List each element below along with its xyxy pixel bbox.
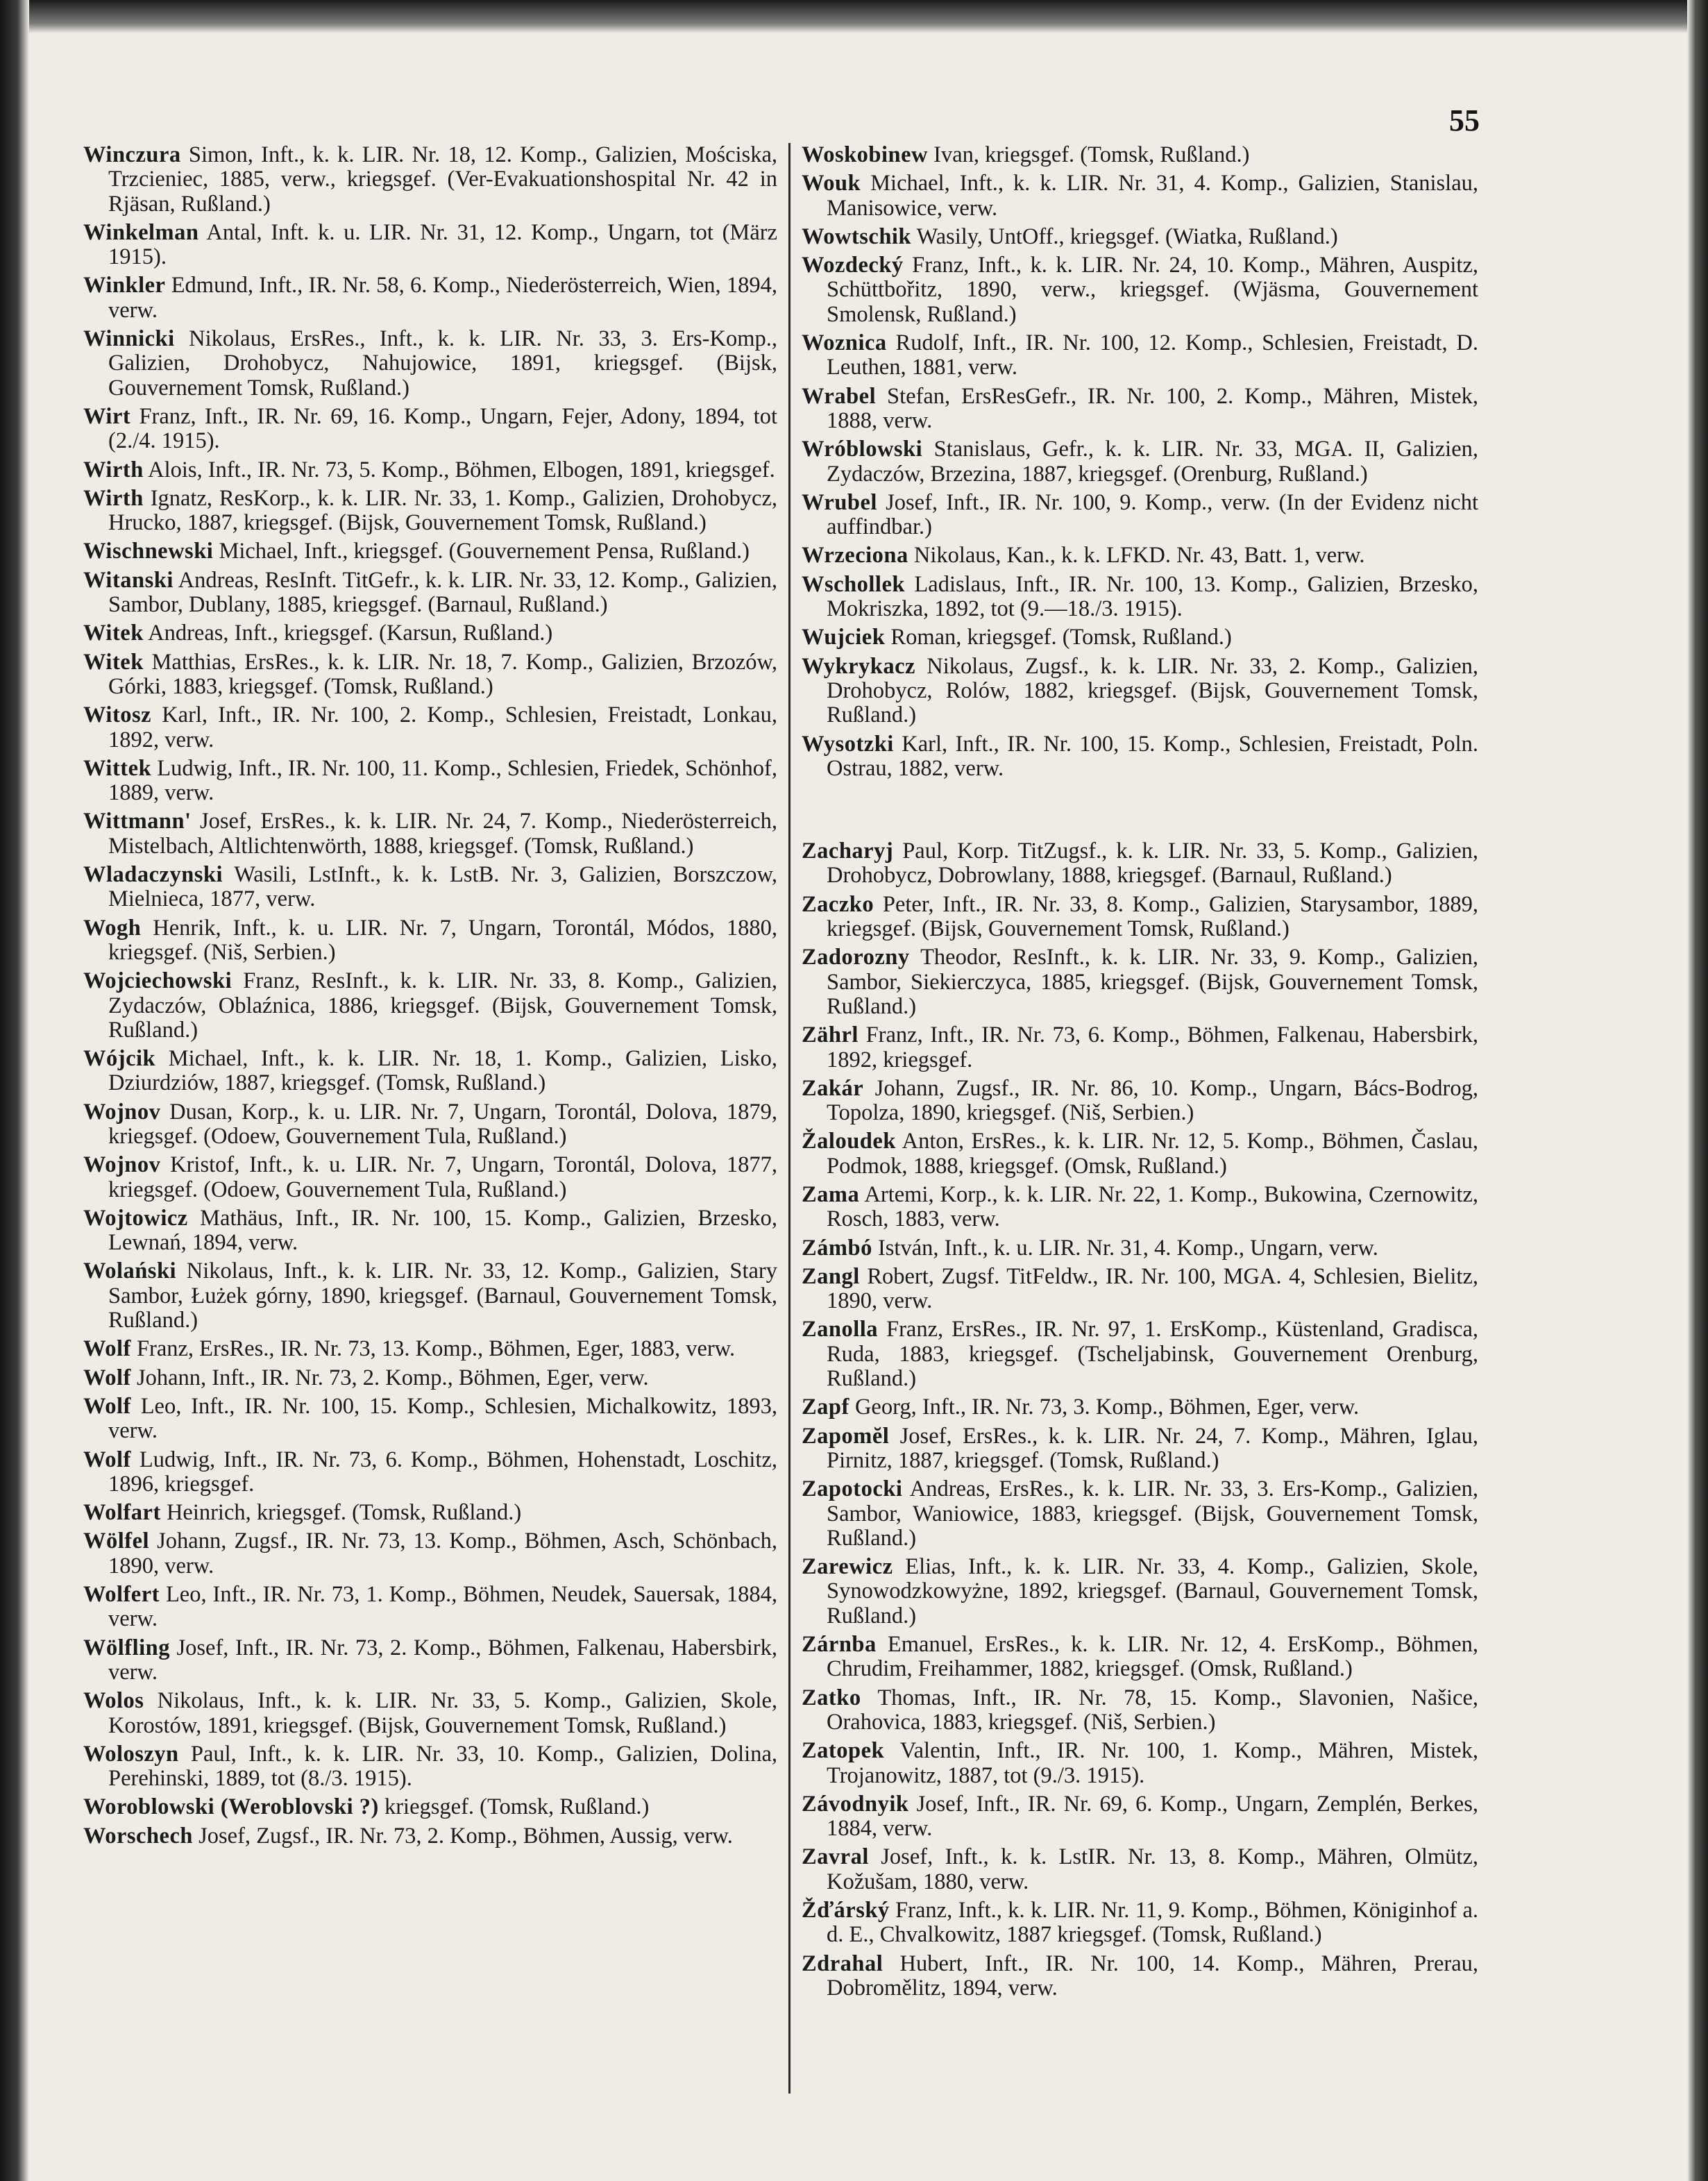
- entry-details: Hubert, Inft., IR. Nr. 100, 14. Komp., Mähren, Prerau, Dobromělitz, 1894, verw.: [827, 1951, 1478, 2001]
- list-entry: [802, 945, 1478, 1019]
- entry-surname: Winczura: [83, 142, 181, 167]
- entry-surname: Woznica: [802, 330, 887, 356]
- list-entry: [83, 703, 777, 752]
- entry-details: Georg, Inft., IR. Nr. 73, 3. Komp., Böhmen, Eger, verw.: [854, 1395, 1360, 1420]
- entry-details: Johann, Zugsf., IR. Nr. 86, 10. Komp., Ungarn, Bács-Bodrog, Topolza, 1890, kriegsgef. (Niš, Serbien.): [827, 1075, 1478, 1126]
- list-entry: [802, 839, 1478, 889]
- list-entry: [83, 757, 777, 806]
- entry-surname: Zatko: [802, 1685, 861, 1710]
- list-entry: [83, 1448, 777, 1497]
- entry-details: Nikolaus, Inft., k. k. LIR. Nr. 33, 5. Komp., Galizien, Skole, Korostów, 1891, kriegsgef. (Bijsk, Gouvernement Tomsk, Rußland.): [108, 1688, 777, 1738]
- entry-surname: Witek: [83, 621, 144, 646]
- entry-surname: Wolf: [83, 1365, 131, 1390]
- list-entry: [83, 1047, 777, 1096]
- list-entry: [802, 437, 1478, 487]
- entry-details: Heinrich, kriegsgef. (Tomsk, Rußland.): [166, 1500, 522, 1526]
- list-entry: [83, 916, 777, 966]
- entry-surname: Závodnyik: [802, 1791, 909, 1817]
- entry-surname: Wladaczynski: [83, 862, 223, 888]
- entry-surname: Zdrahal: [802, 1951, 883, 1976]
- entry-surname: Wujciek: [802, 625, 886, 650]
- entry-details: Karl, Inft., IR. Nr. 100, 15. Komp., Schlesien, Freistadt, Poln. Ostrau, 1882, verw.: [827, 731, 1478, 781]
- entry-details: Rudolf, Inft., IR. Nr. 100, 12. Komp., Schlesien, Freistadt, D. Leuthen, 1881, verw.: [827, 330, 1479, 380]
- entry-surname: Zacharyj: [802, 839, 894, 864]
- entry-details: Simon, Inft., k. k. LIR. Nr. 18, 12. Komp., Galizien, Mościska, Trzcieniec, 1885, verw., kriegsgef. (Ver-Evakuationshospital Nr. 42 in Rjäsan, Rußland.): [108, 142, 777, 217]
- list-entry: [83, 569, 777, 618]
- entry-surname: Wolf: [83, 1393, 131, 1419]
- list-entry: [83, 405, 777, 454]
- scan-border-top: [0, 0, 1708, 33]
- entry-details: Michael, Inft., k. k. LIR. Nr. 31, 4. Komp., Galizien, Stanislau, Manisowice, verw.: [827, 171, 1478, 221]
- entry-surname: Wolfert: [83, 1582, 160, 1608]
- entry-surname: Zavral: [802, 1844, 869, 1870]
- entry-details: Nikolaus, Inft., k. k. LIR. Nr. 33, 12. Komp., Galizien, Stary Sambor, Łużek górny, 1890, kriegsgef. (Barnaul, Gouvernement Tomsk, Rußland.): [108, 1258, 777, 1333]
- entry-details: Wasily, UntOff., kriegsgef. (Wiatka, Rußland.): [916, 224, 1338, 249]
- entry-details: Ludwig, Inft., IR. Nr. 100, 11. Komp., Schlesien, Friedek, Schönhof, 1889, verw.: [108, 755, 777, 806]
- entry-details: Stefan, ErsResGefr., IR. Nr. 100, 2. Komp., Mähren, Mistek, 1888, verw.: [827, 383, 1479, 433]
- entry-surname: Wolfart: [83, 1500, 161, 1526]
- list-entry: [802, 893, 1478, 942]
- entry-surname: Woskobinew: [802, 142, 929, 167]
- entry-details: Peter, Inft., IR. Nr. 33, 8. Komp., Galizien, Starysambor, 1889, kriegsgef. (Bijsk, Gouvernement Tomsk, Rußland.): [827, 891, 1478, 942]
- list-entry: [802, 171, 1478, 221]
- entry-details: Ivan, kriegsgef. (Tomsk, Rußland.): [933, 142, 1250, 167]
- list-entry: [83, 273, 777, 323]
- list-entry: [802, 1265, 1478, 1314]
- list-entry: [802, 544, 1478, 568]
- entry-details: Matthias, ErsRes., k. k. LIR. Nr. 18, 7. Komp., Galizien, Brzozów, Górki, 1883, kriegsgef. (Tomsk, Rußland.): [108, 649, 777, 699]
- list-entry: [802, 143, 1478, 167]
- entry-details: Johann, Inft., IR. Nr. 73, 2. Komp., Böhmen, Eger, verw.: [136, 1365, 649, 1390]
- list-entry: [83, 1337, 777, 1361]
- entry-details: Josef, Zugsf., IR. Nr. 73, 2. Komp., Böhmen, Aussig, verw.: [198, 1823, 733, 1849]
- entry-surname: Wowtschik: [802, 224, 912, 249]
- entry-surname: Wysotzki: [802, 731, 894, 757]
- list-entry: [83, 863, 777, 912]
- list-entry: [83, 1395, 777, 1444]
- entry-details: Nikolaus, Zugsf., k. k. LIR. Nr. 33, 2. Komp., Galizien, Drohobycz, Rolów, 1882, kriegsgef. (Bijsk, Gouvernement Tomsk, Rußland.): [827, 653, 1478, 728]
- list-entry: [83, 621, 777, 646]
- entry-surname: Winkler: [83, 273, 166, 298]
- entry-details: Josef, ErsRes., k. k. LIR. Nr. 24, 7. Komp., Niederösterreich, Mistelbach, Altlichtenwörth, 1888, kriegsgef. (Tomsk, Rußland.): [108, 809, 777, 859]
- list-entry: [802, 491, 1478, 540]
- entry-details: Michael, Inft., kriegsgef. (Gouvernement Pensa, Rußland.): [219, 539, 750, 564]
- entry-surname: Wrubel: [802, 489, 877, 515]
- entry-details: Franz, Inft., IR. Nr. 73, 6. Komp., Böhmen, Falkenau, Habersbirk, 1892, kriegsgef.: [827, 1022, 1479, 1072]
- entry-details: Antal, Inft. k. u. LIR. Nr. 31, 12. Komp., Ungarn, tot (März 1915).: [108, 219, 777, 270]
- entry-surname: Wróblowski: [802, 437, 923, 462]
- entry-details: Anton, ErsRes., k. k. LIR. Nr. 12, 5. Komp., Böhmen, Časlau, Podmok, 1888, kriegsgef. (Omsk, Rußland.): [827, 1129, 1478, 1179]
- entry-details: Josef, Inft., IR. Nr. 69, 6. Komp., Ungarn, Zemplén, Berkes, 1884, verw.: [827, 1791, 1479, 1842]
- entry-details: Franz, ErsRes., IR. Nr. 73, 13. Komp., Böhmen, Eger, 1883, verw.: [136, 1336, 736, 1362]
- list-entry: [802, 1739, 1478, 1788]
- list-entry: [802, 253, 1478, 327]
- entry-details: Michael, Inft., k. k. LIR. Nr. 18, 1. Komp., Galizien, Lisko, Dziurdziów, 1887, kriegsgef. (Tomsk, Rußland.): [108, 1046, 777, 1096]
- entry-surname: Wogh: [83, 915, 142, 941]
- list-entry: [83, 539, 777, 564]
- entry-details: Theodor, ResInft., k. k. LIR. Nr. 33, 9. Komp., Galizien, Sambor, Siekierczyca, 1885, kriegsgef. (Bijsk, Gouvernement Tomsk, Rußland.): [827, 945, 1478, 1019]
- list-entry: [83, 969, 777, 1043]
- entry-surname: Wojnov: [83, 1152, 161, 1178]
- entry-details: Thomas, Inft., IR. Nr. 78, 15. Komp., Slavonien, Našice, Orahovica, 1883, kriegsgef. (Niš, Serbien.): [827, 1685, 1478, 1735]
- list-entry: [83, 1153, 777, 1202]
- column-divider: [788, 143, 790, 2094]
- list-entry: [802, 1686, 1478, 1735]
- entry-surname: Zapomĕl: [802, 1423, 890, 1449]
- entry-surname: Wirt: [83, 403, 131, 429]
- entry-details: Paul, Korp. TitZugsf., k. k. LIR. Nr. 33, 5. Komp., Galizien, Drohobycz, Dobrowlany, 1888, kriegsgef. (Barnaul, Rußland.): [827, 839, 1478, 889]
- list-entry: [83, 1259, 777, 1333]
- entry-details: Dusan, Korp., k. u. LIR. Nr. 7, Ungarn, Torontál, Dolova, 1879, kriegsgef. (Odoew, Gouvernement Tula, Rußland.): [108, 1099, 778, 1149]
- list-entry: [83, 1824, 777, 1849]
- entry-surname: Zarewicz: [802, 1554, 893, 1580]
- entry-surname: Zapf: [802, 1395, 849, 1420]
- right-column: [802, 143, 1478, 2005]
- entry-surname: Wittmann': [83, 809, 192, 834]
- entry-surname: Zaczko: [802, 891, 874, 917]
- entry-details: István, Inft., k. u. LIR. Nr. 31, 4. Komp., Ungarn, verw.: [877, 1235, 1378, 1261]
- entry-surname: Wojciechowski: [83, 968, 232, 994]
- list-entry: [802, 1395, 1478, 1420]
- entry-details: Franz, ResInft., k. k. LIR. Nr. 33, 8. Komp., Galizien, Zydaczów, Oblaźnica, 1886, kriegsgef. (Bijsk, Gouvernement Tomsk, Rußland.): [108, 968, 777, 1043]
- entry-details: Andreas, ResInft. TitGefr., k. k. LIR. Nr. 33, 12. Komp., Galizien, Sambor, Dublany, 1885, kriegsgef. (Barnaul, Rußland.): [108, 567, 777, 618]
- entry-surname: Wittek: [83, 755, 152, 781]
- right-column-w-section: [802, 143, 1478, 781]
- entry-surname: Zadorozny: [802, 945, 910, 970]
- entry-details: Josef, Inft., IR. Nr. 73, 2. Komp., Böhmen, Falkenau, Habersbirk, verw.: [108, 1635, 778, 1685]
- entry-surname: Worschech: [83, 1823, 193, 1849]
- entry-surname: Zapotocki: [802, 1476, 903, 1502]
- entry-details: Elias, Inft., k. k. LIR. Nr. 33, 4. Komp., Galizien, Skole, Synowodzkowyżne, 1892, kriegsgef. (Barnaul, Gouvernement Tomsk, Rußland.): [827, 1554, 1478, 1628]
- entry-details: Ladislaus, Inft., IR. Nr. 100, 13. Komp., Galizien, Brzesko, Mokriszka, 1892, tot (9.—18./3. 1915).: [827, 571, 1478, 622]
- list-entry: [83, 1501, 777, 1525]
- entry-surname: Witanski: [83, 567, 174, 593]
- entry-surname: Wolański: [83, 1258, 177, 1284]
- entry-details: Andreas, ErsRes., k. k. LIR. Nr. 33, 3. Ers-Komp., Galizien, Sambor, Waniowice, 1883, kriegsgef. (Bijsk, Gouvernement Tomsk, Rußland.): [827, 1476, 1478, 1551]
- entry-details: Wasili, LstInft., k. k. LstB. Nr. 3, Galizien, Borszczow, Mielnieca, 1877, verw.: [108, 862, 777, 912]
- entry-details: Josef, ErsRes., k. k. LIR. Nr. 24, 7. Komp., Mähren, Iglau, Pirnitz, 1887, kriegsgef. (Tomsk, Rußland.): [827, 1423, 1478, 1473]
- entry-details: Leo, Inft., IR. Nr. 100, 15. Komp., Schlesien, Michalkowitz, 1893, verw.: [108, 1393, 777, 1444]
- entry-surname: Wirth: [83, 457, 144, 482]
- entry-surname: Winnicki: [83, 326, 175, 352]
- list-entry: [802, 1633, 1478, 1682]
- list-entry: [83, 1636, 777, 1685]
- list-entry: [802, 385, 1478, 434]
- entry-surname: Wykrykacz: [802, 653, 915, 679]
- list-entry: [83, 1366, 777, 1390]
- list-entry: [83, 1529, 777, 1578]
- list-entry: [802, 1952, 1478, 2001]
- entry-details: Josef, Inft., IR. Nr. 100, 9. Komp., verw. (In der Evidenz nicht auffindbar.): [827, 489, 1479, 540]
- list-entry: [83, 487, 777, 536]
- entry-details: Emanuel, ErsRes., k. k. LIR. Nr. 12, 4. ErsKomp., Böhmen, Chrudim, Freihammer, 1882, kriegsgef. (Omsk, Rußland.): [827, 1632, 1478, 1682]
- entry-details: Franz, ErsRes., IR. Nr. 97, 1. ErsKomp., Küstenland, Gradisca, Ruda, 1883, kriegsgef. (Tscheljabinsk, Gouvernement Orenburg, Rußland.): [827, 1317, 1479, 1392]
- list-entry: [802, 1898, 1478, 1948]
- list-entry: [802, 1424, 1478, 1474]
- list-entry: [802, 625, 1478, 650]
- right-column-z-section: [802, 839, 1478, 2001]
- list-entry: [83, 1583, 777, 1632]
- list-entry: [802, 1077, 1478, 1126]
- scan-border-right: [1687, 0, 1708, 2181]
- entry-surname: Wojtowicz: [83, 1205, 188, 1231]
- entry-details: Franz, Inft., IR. Nr. 69, 16. Komp., Ungarn, Fejer, Adony, 1894, tot (2./4. 1915).: [108, 403, 777, 454]
- scan-border-left: [0, 0, 29, 2181]
- entry-surname: Wölfel: [83, 1529, 150, 1554]
- entry-details: Nikolaus, Kan., k. k. LFKD. Nr. 43, Batt. 1, verw.: [913, 543, 1365, 569]
- entry-details: Henrik, Inft., k. u. LIR. Nr. 7, Ungarn, Torontál, Módos, 1880, kriegsgef. (Niš, Serbien.): [108, 915, 778, 965]
- entry-surname: Wozdecký: [802, 253, 904, 278]
- list-entry: [83, 221, 777, 270]
- entry-details: Nikolaus, ErsRes., Inft., k. k. LIR. Nr. 33, 3. Ers-Komp., Galizien, Drohobycz, Nahujowice, 1891, kriegsgef. (Bijsk, Gouvernement Tomsk, Rußland.): [108, 326, 778, 401]
- entry-surname: Wschollek: [802, 571, 905, 597]
- entry-details: Karl, Inft., IR. Nr. 100, 2. Komp., Schlesien, Freistadt, Lonkau, 1892, verw.: [108, 702, 777, 752]
- page-number: 55: [1449, 103, 1480, 137]
- entry-details: Andreas, Inft., kriegsgef. (Karsun, Rußland.): [148, 621, 553, 646]
- list-entry: [802, 573, 1478, 622]
- section-gap: [802, 785, 1478, 839]
- entry-surname: Witosz: [83, 702, 152, 728]
- list-entry: [83, 809, 777, 859]
- list-entry: [802, 1792, 1478, 1842]
- list-entry: [802, 1317, 1478, 1391]
- list-entry: [83, 1742, 777, 1792]
- list-entry: [83, 1689, 777, 1738]
- entry-details: Artemi, Korp., k. k. LIR. Nr. 22, 1. Komp., Bukowina, Czernowitz, Rosch, 1883, verw.: [827, 1181, 1479, 1232]
- left-column: [83, 143, 777, 1853]
- entry-details: Franz, Inft., k. k. LIR. Nr. 24, 10. Komp., Mähren, Auspitz, Schüttbořitz, 1890, verw., kriegsgef. (Wjäsma, Gouvernement Smolensk, Rußland.): [827, 253, 1478, 327]
- entry-details: Leo, Inft., IR. Nr. 73, 1. Komp., Böhmen, Neudek, Sauersak, 1884, verw.: [108, 1582, 777, 1632]
- entry-surname: Wójcik: [83, 1046, 156, 1072]
- entry-surname: Witek: [83, 649, 144, 675]
- entry-surname: Wolf: [83, 1336, 131, 1362]
- list-entry: [802, 1477, 1478, 1551]
- entry-details: Stanislaus, Gefr., k. k. LIR. Nr. 33, MGA. II, Galizien, Zydaczów, Brzezina, 1887, kriegsgef. (Orenburg, Rußland.): [827, 437, 1478, 487]
- entry-details: kriegsgef. (Tomsk, Rußland.): [384, 1794, 650, 1820]
- entry-surname: Zakár: [802, 1075, 864, 1101]
- list-entry: [83, 650, 777, 700]
- entry-surname: Winkelman: [83, 219, 199, 245]
- entry-details: Ludwig, Inft., IR. Nr. 73, 6. Komp., Böhmen, Hohenstadt, Loschitz, 1896, kriegsgef.: [108, 1447, 777, 1497]
- entry-surname: Wrabel: [802, 383, 877, 409]
- entry-surname: Zárnba: [802, 1632, 877, 1658]
- list-entry: [802, 732, 1478, 782]
- entry-surname: Zangl: [802, 1263, 860, 1289]
- entry-surname: Wrzeciona: [802, 543, 908, 569]
- entry-details: Alois, Inft., IR. Nr. 73, 5. Komp., Böhmen, Elbogen, 1891, kriegsgef.: [148, 457, 775, 482]
- entry-details: Kristof, Inft., k. u. LIR. Nr. 7, Ungarn, Torontál, Dolova, 1877, kriegsgef. (Odoew, Gouvernement Tula, Rußland.): [108, 1152, 778, 1202]
- entry-surname: Wirth: [83, 485, 144, 511]
- entry-surname: Wischnewski: [83, 539, 214, 564]
- list-entry: [83, 1206, 777, 1256]
- entry-surname: Zama: [802, 1181, 860, 1207]
- entry-surname: Zährl: [802, 1022, 859, 1048]
- entry-surname: Wolf: [83, 1447, 131, 1472]
- entry-details: Johann, Zugsf., IR. Nr. 73, 13. Komp., Böhmen, Asch, Schönbach, 1890, verw.: [108, 1529, 777, 1578]
- list-entry: [802, 1023, 1478, 1072]
- list-entry: [83, 458, 777, 482]
- entry-surname: Wouk: [802, 171, 861, 196]
- list-entry: [83, 1100, 777, 1150]
- entry-details: Josef, Inft., k. k. LstIR. Nr. 13, 8. Komp., Mähren, Olmütz, Kožušam, 1880, verw.: [827, 1844, 1479, 1894]
- entry-surname: Wolos: [83, 1688, 144, 1714]
- list-entry: [802, 655, 1478, 728]
- entry-surname: Wölfling: [83, 1635, 170, 1660]
- entry-surname: Woroblowski (Weroblovski ?): [83, 1794, 379, 1820]
- list-entry: [802, 1183, 1478, 1232]
- list-entry: [802, 331, 1478, 380]
- entry-details: Ignatz, ResKorp., k. k. LIR. Nr. 33, 1. Komp., Galizien, Drohobycz, Hrucko, 1887, kriegsgef. (Bijsk, Gouvernement Tomsk, Rußland.): [108, 485, 778, 536]
- entry-details: Paul, Inft., k. k. LIR. Nr. 33, 10. Komp., Galizien, Dolina, Perehinski, 1889, tot (8./3. 1915).: [108, 1741, 777, 1792]
- entry-surname: Zámbó: [802, 1235, 872, 1261]
- entry-details: Franz, Inft., k. k. LIR. Nr. 11, 9. Komp., Böhmen, Königinhof a. d. E., Chvalkowitz, 1887 kriegsgef. (Tomsk, Rußland.): [827, 1898, 1478, 1948]
- list-entry: [83, 143, 777, 217]
- entry-surname: Zatopek: [802, 1738, 885, 1764]
- entry-surname: Žďárský: [802, 1898, 890, 1923]
- entry-details: Mathäus, Inft., IR. Nr. 100, 15. Komp., Galizien, Brzesko, Lewnań, 1894, verw.: [108, 1205, 778, 1256]
- entry-surname: Zanolla: [802, 1317, 879, 1342]
- entry-surname: Woloszyn: [83, 1741, 179, 1767]
- list-entry: [802, 1236, 1478, 1261]
- list-entry: [802, 225, 1478, 249]
- entry-details: Roman, kriegsgef. (Tomsk, Rußland.): [890, 625, 1232, 650]
- list-entry: [83, 327, 777, 401]
- list-entry: [802, 1129, 1478, 1179]
- entry-surname: Žaloudek: [802, 1129, 896, 1154]
- entry-surname: Wojnov: [83, 1099, 161, 1125]
- list-entry: [802, 1845, 1478, 1894]
- list-entry: [83, 1795, 777, 1819]
- list-entry: [802, 1555, 1478, 1628]
- entry-details: Edmund, Inft., IR. Nr. 58, 6. Komp., Niederösterreich, Wien, 1894, verw.: [108, 273, 778, 323]
- entry-details: Valentin, Inft., IR. Nr. 100, 1. Komp., Mähren, Mistek, Trojanowitz, 1887, tot (9./3. 1915).: [827, 1738, 1478, 1788]
- entry-details: Robert, Zugsf. TitFeldw., IR. Nr. 100, MGA. 4, Schlesien, Bielitz, 1890, verw.: [827, 1263, 1479, 1314]
